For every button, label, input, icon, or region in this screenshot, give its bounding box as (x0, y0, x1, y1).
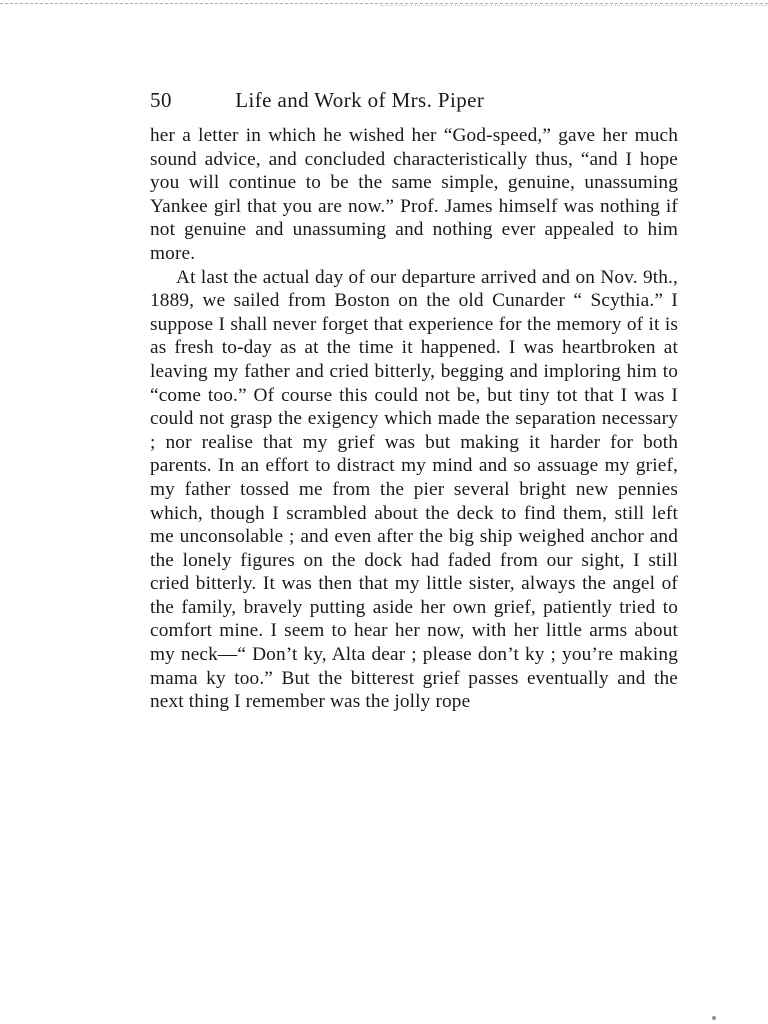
body-text (150, 124, 678, 714)
scan-edge-line (0, 3, 768, 4)
running-title: Life and Work of Mrs. Piper (235, 88, 485, 112)
running-header (150, 88, 680, 120)
scan-edge-line-secondary (380, 5, 768, 6)
paragraph-continuation: her a letter in which he wished her “God-speed,” gave her much sound advice, and concluded characteristically thus, “and I hope you will continue to be the same simple, genuine, unassuming Yankee girl that you are now.” Prof. James himself was nothing if not genuine and unassuming and nothing ever appealed to him more. (150, 125, 678, 264)
page-number: 50 (150, 88, 172, 112)
scan-speck (712, 1016, 716, 1020)
paragraph-departure: At last the actual day of our departure arrived and on Nov. 9th., 1889, we sailed from Boston on the old Cunarder “ Scythia.” I suppose I shall never forget that experience for the memory of it is as fresh to-day as at the time it happened. I was heartbroken at leaving my father and cried bitterly, begging and imploring him to “come too.” Of course this could not be, but tiny tot that I was I could not grasp the exigency which made the separation necessary ; nor realise that my grief was but making it harder for both parents. In an effort to distract my mind and so assuage my grief, my father tossed me from the pier several bright new pennies which, though I scrambled about the deck to find them, still left me unconsolable ; and even after the big ship weighed anchor and the lonely figures on the dock had faded from our sight, I still cried bitterly. It was then that my little sister, always the angel of the family, bravely putting aside her own grief, patiently tried to comfort mine. I seem to hear her now, with her little arms about my neck—“ Don’t ky, Alta dear ; please don’t ky ; you’re making mama ky too.” But the bitterest grief passes eventually and the next thing I remember was the jolly rope (150, 266, 678, 713)
